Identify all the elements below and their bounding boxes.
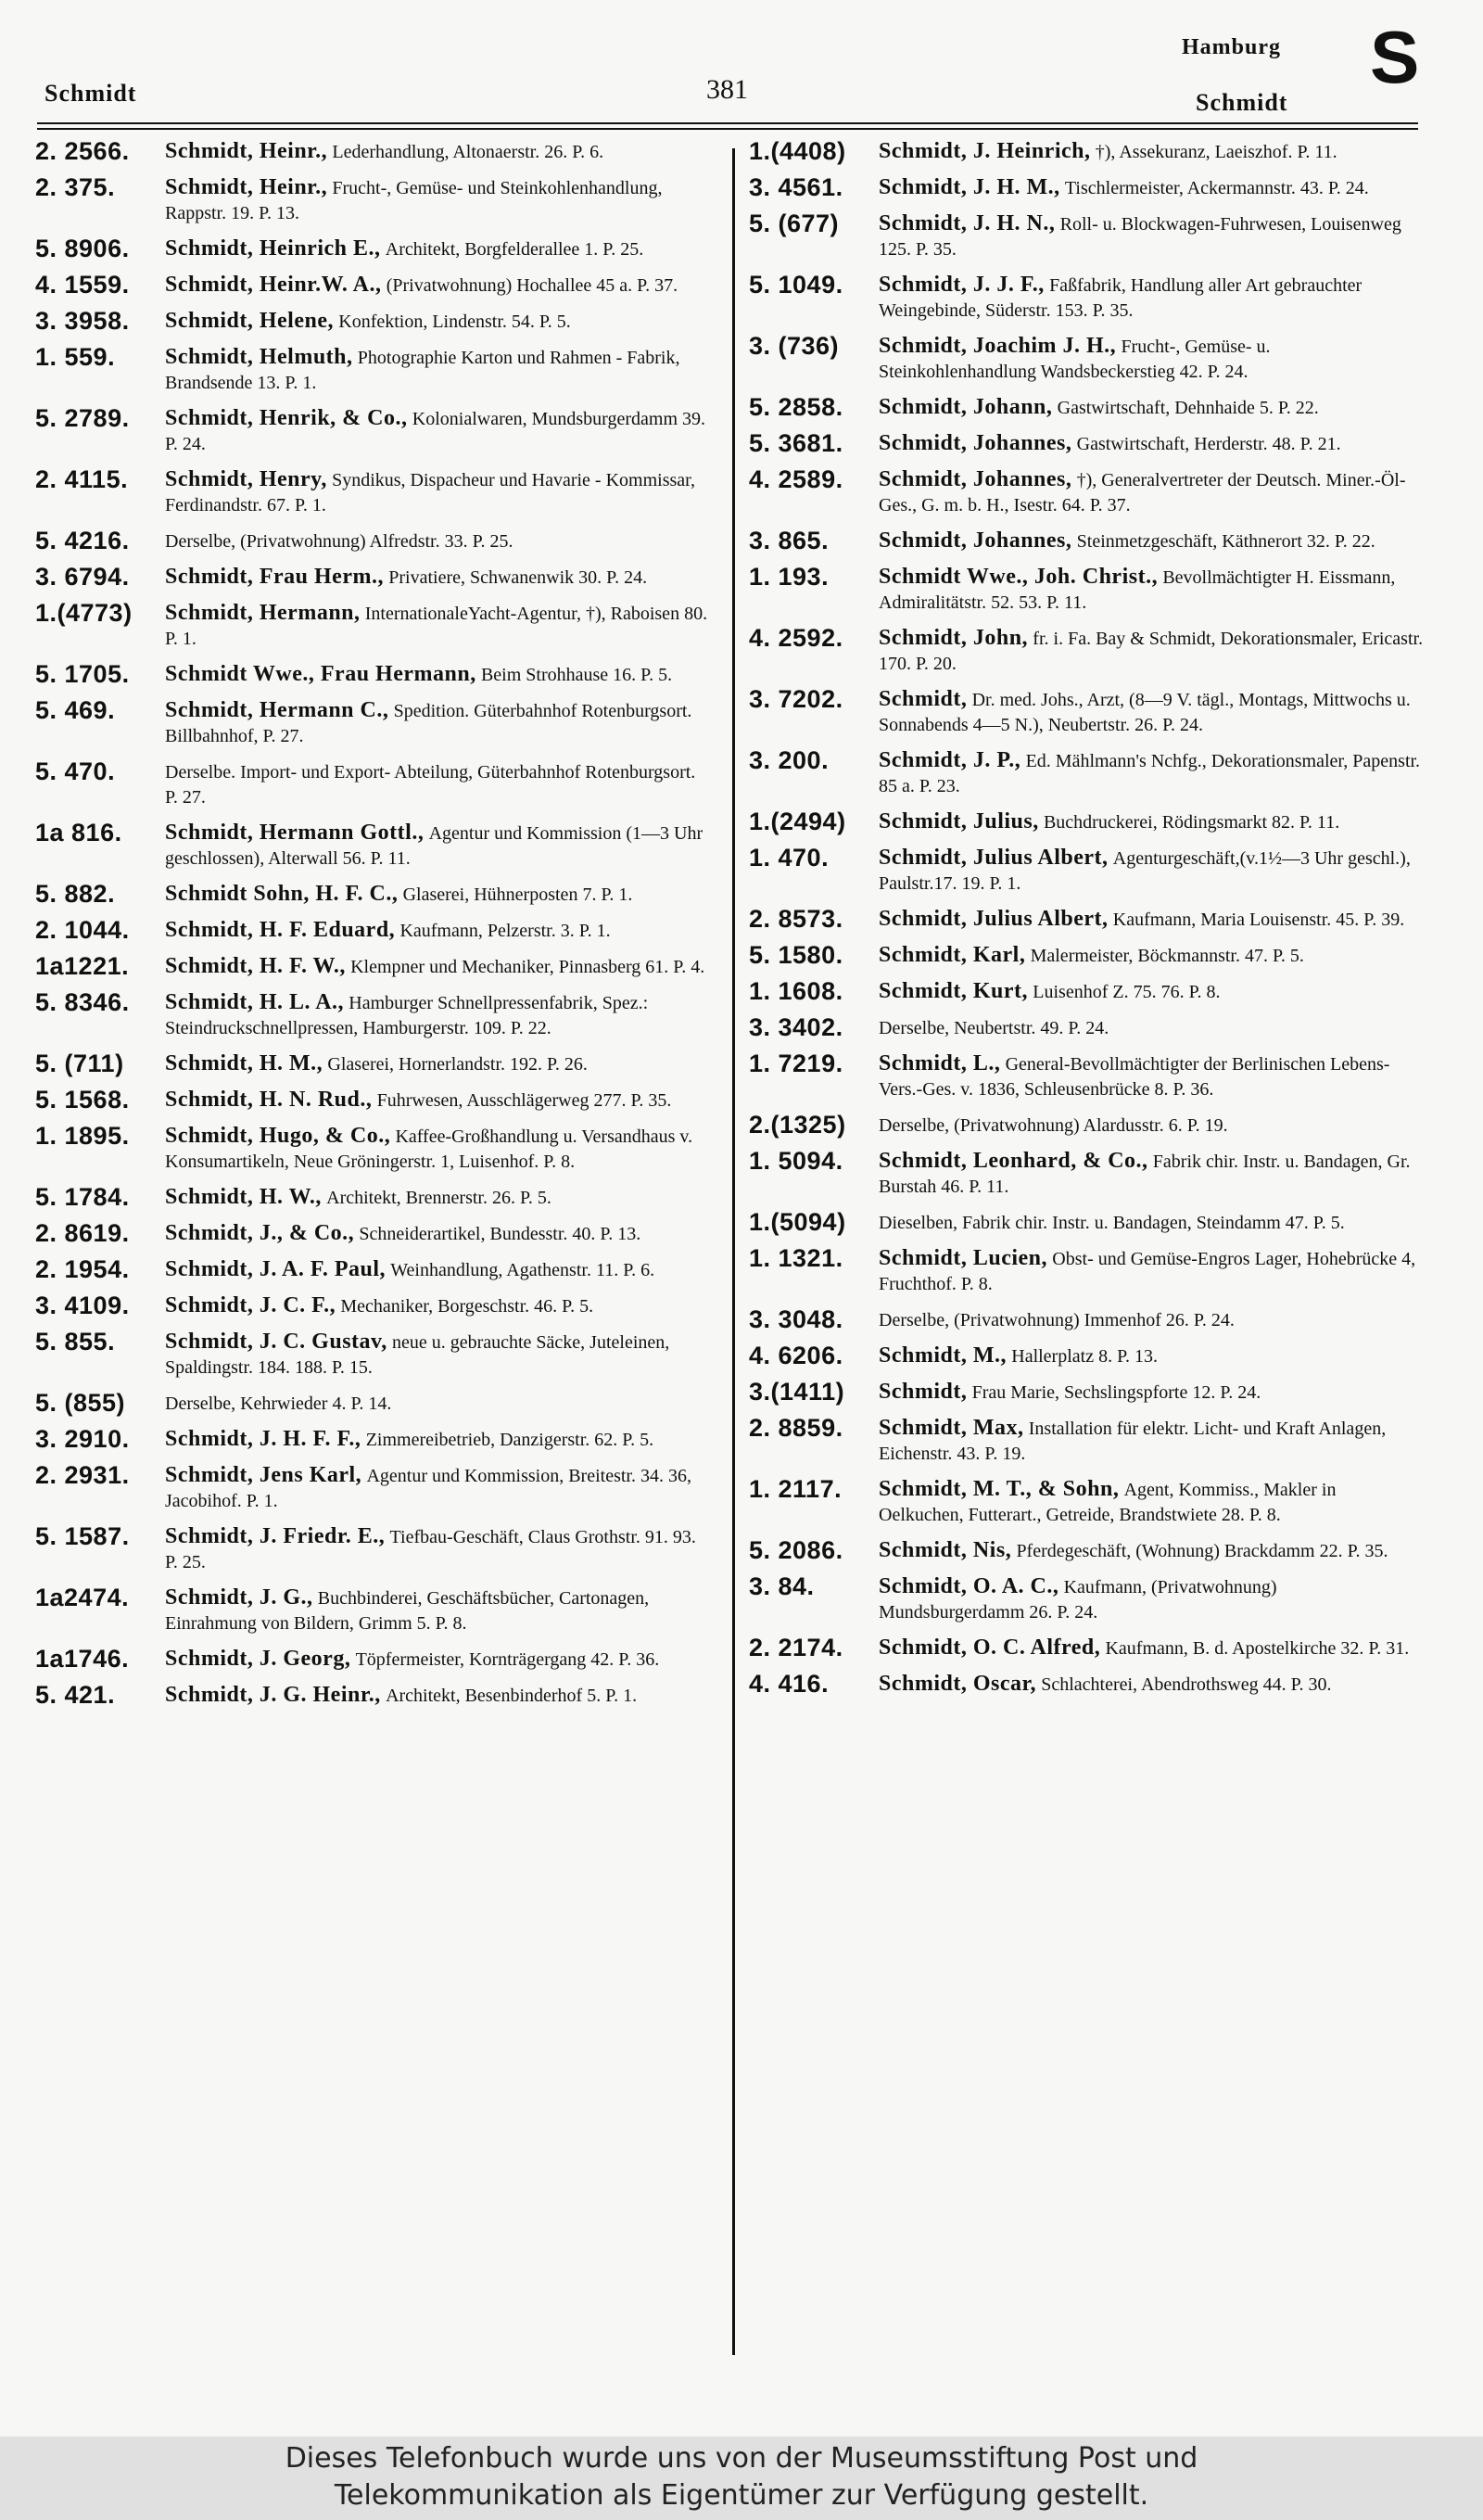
phone-number: 5. (711) (35, 1050, 124, 1077)
entry-description: Klempner und Mechaniker, Pinnasberg 61. P. 4. (350, 957, 705, 977)
entry-name: Schmidt, J. G., (165, 1585, 313, 1610)
phone-number: 1. 7219. (749, 1050, 843, 1077)
entry-description: Schneiderartikel, Bundesstr. 40. P. 13. (359, 1224, 641, 1244)
entry-name: Schmidt, J. P., (879, 748, 1021, 772)
entry-name: Schmidt, J. H. M., (879, 175, 1060, 199)
directory-entry (749, 1416, 1426, 1466)
directory-entry (35, 1185, 712, 1210)
directory-entry (35, 1257, 712, 1282)
phone-number: 4. 416. (749, 1670, 830, 1698)
directory-entry (749, 565, 1426, 615)
entry-description: †), Assekuranz, Laeiszhof. P. 11. (1095, 142, 1337, 162)
entry-description: Schlachterei, Abendrothsweg 44. P. 30. (1041, 1674, 1332, 1695)
entry-name: Schmidt, Julius Albert, (879, 907, 1109, 931)
entry-name: Schmidt, Julius, (879, 809, 1039, 834)
phone-number: 3. 865. (749, 527, 830, 554)
entry-name: Schmidt, J. C. F., (165, 1293, 336, 1317)
entry-description: Privatiere, Schwanenwik 30. P. 24. (388, 567, 648, 588)
phone-number: 1a1746. (35, 1645, 130, 1673)
phone-number: 1a2474. (35, 1584, 130, 1611)
entry-name: Schmidt, O. A. C., (879, 1574, 1059, 1598)
directory-entry (35, 821, 712, 871)
directory-entry (749, 139, 1426, 164)
directory-entry (35, 345, 712, 395)
directory-entry (35, 139, 712, 164)
page-header (0, 0, 1483, 139)
entry-name: Schmidt, Lucien, (879, 1246, 1048, 1270)
entry-name: Schmidt, J., & Co., (165, 1221, 355, 1245)
phone-number: 5. 855. (35, 1328, 116, 1355)
entry-name: Schmidt, Jens Karl, (165, 1463, 362, 1487)
phone-number: 5. 1049. (749, 271, 843, 299)
directory-entry (749, 175, 1426, 200)
entry-description: Architekt, Brennerstr. 26. P. 5. (326, 1188, 551, 1208)
entry-description: Lederhandlung, Altonaerstr. 26. P. 6. (332, 142, 604, 162)
entry-name: Schmidt, J. A. F. Paul, (165, 1257, 386, 1281)
phone-number: 5. 8346. (35, 988, 130, 1016)
phone-number: 3. 3402. (749, 1013, 843, 1041)
phone-number: 5. 8906. (35, 235, 130, 262)
entry-description: Zimmereibetrieb, Danzigerstr. 62. P. 5. (365, 1430, 654, 1450)
column-divider (732, 148, 735, 2355)
entry-name: Schmidt, H. L. A., (165, 990, 345, 1014)
directory-entry (35, 273, 712, 298)
directory-entry (35, 662, 712, 687)
directory-entry (749, 1149, 1426, 1199)
entry-name: Schmidt, O. C. Alfred, (879, 1635, 1101, 1660)
entry-description: Photographie Karton und Rahmen - Fabrik, Brandsende 13. P. 1. (165, 348, 680, 393)
entry-name: Schmidt Sohn, H. F. C., (165, 882, 399, 906)
entry-description: Hallerplatz 8. P. 13. (1011, 1346, 1158, 1367)
entry-description: Kaffee-Großhandlung u. Versandhaus v. Konsumartikeln, Neue Gröningerstr. 1, Luisenhof. P. 8. (165, 1126, 693, 1172)
entry-name: Schmidt Wwe., Frau Hermann, (165, 662, 476, 686)
directory-entry (749, 687, 1426, 737)
directory-entry (749, 395, 1426, 420)
entry-description: Installation für elektr. Licht- und Kraft Anlagen, Eichenstr. 43. P. 19. (879, 1419, 1387, 1464)
entry-name: Schmidt, Frau Herm., (165, 565, 384, 589)
entry-name: Schmidt, H. F. Eduard, (165, 918, 396, 942)
phone-number: 5. 882. (35, 880, 116, 908)
phone-number: 4. 2592. (749, 624, 843, 652)
phone-number: 1.(2494) (749, 808, 846, 835)
entry-description: Tiefbau-Geschäft, Claus Grothstr. 91. 93. P. 25. (165, 1527, 696, 1572)
entry-name: Schmidt, Johannes, (879, 528, 1072, 553)
header-left-name: Schmidt (44, 80, 137, 107)
entry-name: Schmidt, J. G. Heinr., (165, 1683, 381, 1707)
entry-name: Schmidt, Helene, (165, 309, 334, 333)
phone-number: 2. 375. (35, 173, 116, 201)
entry-name: Schmidt, J. Heinrich, (879, 139, 1091, 163)
phone-number: 3. 7202. (749, 685, 843, 713)
phone-number: 5. 2086. (749, 1536, 843, 1564)
phone-number: 5. 3681. (749, 429, 843, 457)
phone-number: 4. 1559. (35, 271, 130, 299)
phone-number: 2. 8573. (749, 905, 843, 933)
directory-entry (749, 334, 1426, 384)
entry-name: Schmidt, Hermann C., (165, 698, 389, 722)
phone-number: 5. 4216. (35, 527, 130, 554)
header-rule (37, 122, 1418, 124)
entry-name: Schmidt, Henrik, & Co., (165, 406, 408, 430)
phone-number: 2. 2931. (35, 1461, 130, 1489)
phone-number: 5. (855) (35, 1389, 126, 1417)
phone-number: 4. 2589. (749, 465, 843, 493)
entry-name: Schmidt, Hermann Gottl., (165, 821, 425, 845)
phone-number: 1. 470. (749, 844, 830, 872)
entry-name: Schmidt, Joachim J. H., (879, 334, 1117, 358)
phone-number: 3. 4561. (749, 173, 843, 201)
entry-name: Schmidt, Johannes, (879, 431, 1072, 455)
entry-description: Steinmetzgeschäft, Käthnerort 32. P. 22. (1076, 531, 1375, 552)
left-column (35, 139, 712, 1719)
entry-description: Mechaniker, Borgeschstr. 46. P. 5. (340, 1296, 594, 1317)
entry-description: Dr. med. Johs., Arzt, (8—9 V. tägl., Montags, Mittwochs u. Sonnabends 4—5 N.), Neubertstr. 26. P. 24. (879, 690, 1411, 735)
directory-entry (35, 1524, 712, 1574)
header-city: Hamburg (1182, 35, 1282, 59)
phone-number: 5. (677) (749, 210, 840, 237)
directory-entry (35, 528, 712, 554)
directory-entry (749, 626, 1426, 676)
directory-entry (749, 1051, 1426, 1101)
entry-description: Glaserei, Hühnerposten 7. P. 1. (402, 885, 633, 905)
entry-name: Schmidt Wwe., Joh. Christ., (879, 565, 1159, 589)
directory-entry (749, 979, 1426, 1004)
directory-entry (749, 943, 1426, 968)
directory-entry (749, 1672, 1426, 1697)
entry-description: Ed. Mählmann's Nchfg., Dekorationsmaler, Papenstr. 85 a. P. 23. (879, 751, 1421, 796)
entry-name: Schmidt, H. W., (165, 1185, 322, 1209)
phone-number: 3. 84. (749, 1572, 815, 1600)
entry-description: Fabrik chir. Instr. u. Bandagen, Gr. Burstah 46. P. 11. (879, 1152, 1411, 1197)
entry-description: Kaufmann, (Privatwohnung) Mundsburgerdamm 26. P. 24. (879, 1577, 1277, 1623)
entry-description: fr. i. Fa. Bay & Schmidt, Dekorationsmaler, Ericastr. 170. P. 20. (879, 629, 1424, 674)
directory-entry (749, 1210, 1426, 1235)
entry-description: Architekt, Besenbinderhof 5. P. 1. (386, 1686, 638, 1706)
entry-description: Konfektion, Lindenstr. 54. P. 5. (338, 312, 571, 332)
entry-description: Gastwirtschaft, Dehnhaide 5. P. 22. (1057, 398, 1319, 418)
entry-description: Kaufmann, Maria Louisenstr. 45. P. 39. (1112, 910, 1405, 930)
directory-entry (35, 882, 712, 907)
directory-entry (35, 1391, 712, 1416)
phone-number: 2. 1044. (35, 916, 130, 944)
directory-entry (749, 1574, 1426, 1624)
entry-description: Dieselben, Fabrik chir. Instr. u. Bandagen, Steindamm 47. P. 5. (879, 1213, 1345, 1233)
header-rule-double (37, 128, 1418, 130)
entry-description: Tischlermeister, Ackermannstr. 43. P. 24. (1064, 178, 1369, 198)
entry-description: Architekt, Borgfelderallee 1. P. 25. (385, 239, 644, 260)
phone-number: 3. 3048. (749, 1305, 843, 1333)
directory-entry (35, 1683, 712, 1708)
directory-entry (35, 309, 712, 334)
entry-name: Schmidt, Nis, (879, 1538, 1012, 1562)
phone-number: 2. 8619. (35, 1219, 130, 1247)
entry-name: Schmidt, Heinr., (165, 139, 328, 163)
phone-number: 5. 470. (35, 757, 116, 785)
phone-number: 4. 6206. (749, 1342, 843, 1369)
entry-description: Kaufmann, Pelzerstr. 3. P. 1. (399, 921, 611, 941)
entry-description: Buchdruckerei, Rödingsmarkt 82. P. 11. (1043, 812, 1340, 833)
phone-number: 1. 193. (749, 563, 830, 591)
directory-entry (35, 918, 712, 943)
phone-number: 3. 2910. (35, 1425, 130, 1453)
entry-name: Schmidt, Julius Albert, (879, 846, 1109, 870)
phone-number: 5. 1580. (749, 941, 843, 969)
phone-number: 2. 4115. (35, 465, 129, 493)
directory-entry (35, 601, 712, 651)
entry-name: Schmidt, (879, 687, 968, 711)
directory-entry (35, 1330, 712, 1380)
entry-description: Pferdegeschäft, (Wohnung) Brackdamm 22. P. 35. (1016, 1541, 1388, 1561)
entry-name: Schmidt, Max, (879, 1416, 1024, 1440)
directory-entry (749, 809, 1426, 834)
directory-entry (749, 1635, 1426, 1661)
phone-number: 5. 1587. (35, 1522, 130, 1550)
directory-entry (749, 211, 1426, 261)
phone-number: 1. 5094. (749, 1147, 843, 1175)
directory-entry (749, 1246, 1426, 1296)
directory-entry (35, 565, 712, 590)
entry-description: Derselbe. Import- und Export- Abteilung, Güterbahnhof Rotenburgsort. P. 27. (165, 762, 696, 808)
entry-description: Frucht-, Gemüse- und Steinkohlenhandlung, Rappstr. 19. P. 13. (165, 178, 663, 223)
entry-description: Hamburger Schnellpressenfabrik, Spez.: Steindruckschnellpressen, Hamburgerstr. 109. P. 22. (165, 993, 649, 1038)
entry-description: (Privatwohnung) Hochallee 45 a. P. 37. (386, 275, 678, 296)
footer-line-2: Telekommunikation als Eigentümer zur Verfügung gestellt. (334, 2479, 1149, 2512)
entry-name: Schmidt, Johannes, (879, 467, 1072, 491)
entry-name: Schmidt, J. H. N., (879, 211, 1056, 235)
phone-number: 1. 1895. (35, 1122, 130, 1150)
entry-name: Schmidt, J. Friedr. E., (165, 1524, 386, 1548)
phone-number: 3. 200. (749, 746, 830, 774)
phone-number: 5. 421. (35, 1681, 116, 1709)
entry-description: Frucht-, Gemüse- u. Steinkohlenhandlung Wandsbeckerstieg 42. P. 24. (879, 337, 1271, 382)
directory-entry (749, 273, 1426, 323)
entry-name: Schmidt, Hermann, (165, 601, 361, 625)
entry-description: Derselbe, (Privatwohnung) Alfredstr. 33. P. 25. (165, 531, 513, 552)
entry-name: Schmidt, Kurt, (879, 979, 1029, 1003)
entry-description: Spedition. Güterbahnhof Rotenburgsort. Billbahnhof, P. 27. (165, 701, 692, 746)
directory-entry (749, 1343, 1426, 1368)
phone-number: 1a 816. (35, 819, 122, 846)
directory-entry (35, 1427, 712, 1452)
footer-line-1: Dieses Telefonbuch wurde uns von der Museumsstiftung Post und (285, 2442, 1198, 2475)
phone-number: 2. 8859. (749, 1414, 843, 1442)
directory-entry (749, 748, 1426, 798)
phone-number: 5. 469. (35, 696, 116, 724)
entry-description: Töpfermeister, Kornträgergang 42. P. 36. (355, 1649, 660, 1670)
directory-entry (749, 1477, 1426, 1527)
directory-entry (35, 1647, 712, 1672)
directory-entry (35, 759, 712, 809)
entry-description: Syndikus, Dispacheur und Havarie - Kommissar, Ferdinandstr. 67. P. 1. (165, 470, 695, 515)
directory-entry (749, 1380, 1426, 1405)
phone-number: 5. 1784. (35, 1183, 130, 1211)
entry-name: Schmidt, M., (879, 1343, 1007, 1368)
phone-number: 1.(5094) (749, 1208, 846, 1236)
entry-description: Fuhrwesen, Ausschlägerweg 277. P. 35. (376, 1090, 672, 1111)
directory-entry (749, 467, 1426, 517)
entry-description: Agenturgeschäft,(v.1½—3 Uhr geschl.), Paulstr.17. 19. P. 1. (879, 848, 1411, 894)
entry-name: Schmidt, Helmuth, (165, 345, 353, 369)
directory-entry (35, 1585, 712, 1635)
entry-description: Gastwirtschaft, Herderstr. 48. P. 21. (1076, 434, 1341, 454)
phone-number: 1. 1608. (749, 977, 843, 1005)
phone-number: 1. 559. (35, 343, 116, 371)
directory-entry (35, 1088, 712, 1113)
entry-name: Schmidt, Karl, (879, 943, 1026, 967)
entry-description: Bevollmächtigter H. Eissmann, Admiralitätstr. 52. 53. P. 11. (879, 567, 1396, 613)
entry-name: Schmidt, J. C. Gustav, (165, 1330, 387, 1354)
phone-number: 2.(1325) (749, 1111, 846, 1139)
phone-number: 5. 2858. (749, 393, 843, 421)
directory-entry (35, 954, 712, 979)
entry-name: Schmidt, L., (879, 1051, 1001, 1075)
entry-description: Roll- u. Blockwagen-Fuhrwesen, Louisenweg 125. P. 35. (879, 214, 1401, 260)
entry-description: Luisenhof Z. 75. 76. P. 8. (1033, 982, 1221, 1002)
entry-description: Faßfabrik, Handlung aller Art gebrauchter Weingebinde, Süderstr. 153. P. 35. (879, 275, 1363, 321)
phone-number: 2. 2174. (749, 1634, 843, 1661)
entry-description: Obst- und Gemüse-Engros Lager, Hohebrücke 4, Fruchthof. P. 8. (879, 1249, 1416, 1294)
directory-entry (749, 1015, 1426, 1040)
section-letter: S (1370, 16, 1420, 98)
entry-description: Derselbe, (Privatwohnung) Alardusstr. 6. P. 19. (879, 1115, 1228, 1136)
phone-number: 3. 4109. (35, 1292, 130, 1319)
entry-name: Schmidt, Henry, (165, 467, 327, 491)
entry-description: Frau Marie, Sechslingspforte 12. P. 24. (971, 1382, 1261, 1403)
entry-description: Agentur und Kommission, Breitestr. 34. 36, Jacobihof. P. 1. (165, 1466, 691, 1511)
directory-entry (35, 175, 712, 225)
directory-entry (749, 846, 1426, 896)
entry-name: Schmidt, H. F. W., (165, 954, 346, 978)
directory-entry (35, 1124, 712, 1174)
directory-entry (749, 528, 1426, 554)
footer-notice (0, 2437, 1483, 2520)
entry-name: Schmidt, John, (879, 626, 1029, 650)
entry-description: Derselbe, Kehrwieder 4. P. 14. (165, 1394, 392, 1414)
directory-entry (35, 990, 712, 1040)
entry-name: Schmidt, Johann, (879, 395, 1053, 419)
phone-number: 3. (736) (749, 332, 840, 360)
directory-entry (35, 698, 712, 748)
entry-description: Kaufmann, B. d. Apostelkirche 32. P. 31. (1105, 1638, 1410, 1659)
entry-name: Schmidt, Heinr., (165, 175, 328, 199)
phone-number: 3. 3958. (35, 307, 130, 335)
entry-description: Kolonialwaren, Mundsburgerdamm 39. P. 24. (165, 409, 706, 454)
directory-entry (749, 1113, 1426, 1138)
entry-name: Schmidt, J. H. F. F., (165, 1427, 361, 1451)
entry-name: Schmidt, Heinr.W. A., (165, 273, 382, 297)
page-number: 381 (706, 74, 748, 105)
entry-name: Schmidt, J. Georg, (165, 1647, 351, 1671)
entry-name: Schmidt, Leonhard, & Co., (879, 1149, 1148, 1173)
directory-entry (749, 1538, 1426, 1563)
phone-number: 1a1221. (35, 952, 130, 980)
directory-entry (749, 431, 1426, 456)
phone-number: 1. 2117. (749, 1475, 843, 1503)
entry-description: neue u. gebrauchte Säcke, Juteleinen, Spaldingstr. 184. 188. P. 15. (165, 1332, 670, 1378)
entry-name: Schmidt, Oscar, (879, 1672, 1036, 1696)
directory-entry (749, 1307, 1426, 1332)
entry-description: Derselbe, (Privatwohnung) Immenhof 26. P. 24. (879, 1310, 1235, 1330)
entry-name: Schmidt, J. J. F., (879, 273, 1045, 297)
phone-number: 3. 6794. (35, 563, 130, 591)
entry-description: Buchbinderei, Geschäftsbücher, Cartonagen, Einrahmung von Bildern, Grimm 5. P. 8. (165, 1588, 650, 1634)
directory-entry (35, 406, 712, 456)
entry-name: Schmidt, Hugo, & Co., (165, 1124, 391, 1148)
entry-description: †), Generalvertreter der Deutsch. Miner.-Öl-Ges., G. m. b. H., Isestr. 64. P. 37. (879, 470, 1406, 515)
entry-description: General-Bevollmächtigter der Berlinischen Lebens-Vers.-Ges. v. 1836, Schleusenbrücke 8. P. 36. (879, 1054, 1390, 1100)
phone-number: 5. 1568. (35, 1086, 130, 1114)
directory-entry (35, 1463, 712, 1513)
entry-description: Malermeister, Böckmannstr. 47. P. 5. (1030, 946, 1304, 966)
directory-entry (35, 1051, 712, 1076)
directory-entry (749, 907, 1426, 932)
entry-description: Glaserei, Hornerlandstr. 192. P. 26. (327, 1054, 588, 1075)
directory-entry (35, 1293, 712, 1318)
directory-entry (35, 236, 712, 261)
entry-name: Schmidt, Heinrich E., (165, 236, 381, 261)
entry-name: Schmidt, (879, 1380, 968, 1404)
entry-description: Beim Strohhause 16. P. 5. (480, 665, 673, 685)
phone-number: 3.(1411) (749, 1378, 845, 1406)
directory-entry (35, 1221, 712, 1246)
phone-number: 2. 2566. (35, 137, 130, 165)
entry-description: Agent, Kommiss., Makler in Oelkuchen, Futterart., Getreide, Brandstwiete 28. P. 8. (879, 1480, 1337, 1525)
phone-number: 5. 2789. (35, 404, 130, 432)
phone-number: 5. 1705. (35, 660, 130, 688)
directory-entry (35, 467, 712, 517)
phone-number: 1. 1321. (749, 1244, 843, 1272)
phone-number: 1.(4773) (35, 599, 133, 627)
right-column (749, 139, 1426, 1708)
entry-name: Schmidt, H. M., (165, 1051, 323, 1075)
entry-name: Schmidt, H. N. Rud., (165, 1088, 373, 1112)
entry-name: Schmidt, M. T., & Sohn, (879, 1477, 1120, 1501)
phone-number: 2. 1954. (35, 1255, 130, 1283)
entry-description: Agentur und Kommission (1—3 Uhr geschlossen), Alterwall 56. P. 11. (165, 823, 703, 869)
entry-description: Derselbe, Neubertstr. 49. P. 24. (879, 1018, 1109, 1038)
header-right-name: Schmidt (1196, 89, 1288, 116)
entry-description: Weinhandlung, Agathenstr. 11. P. 6. (390, 1260, 655, 1280)
entry-description: InternationaleYacht-Agentur, †), Raboisen 80. P. 1. (165, 604, 708, 649)
phone-number: 1.(4408) (749, 137, 846, 165)
